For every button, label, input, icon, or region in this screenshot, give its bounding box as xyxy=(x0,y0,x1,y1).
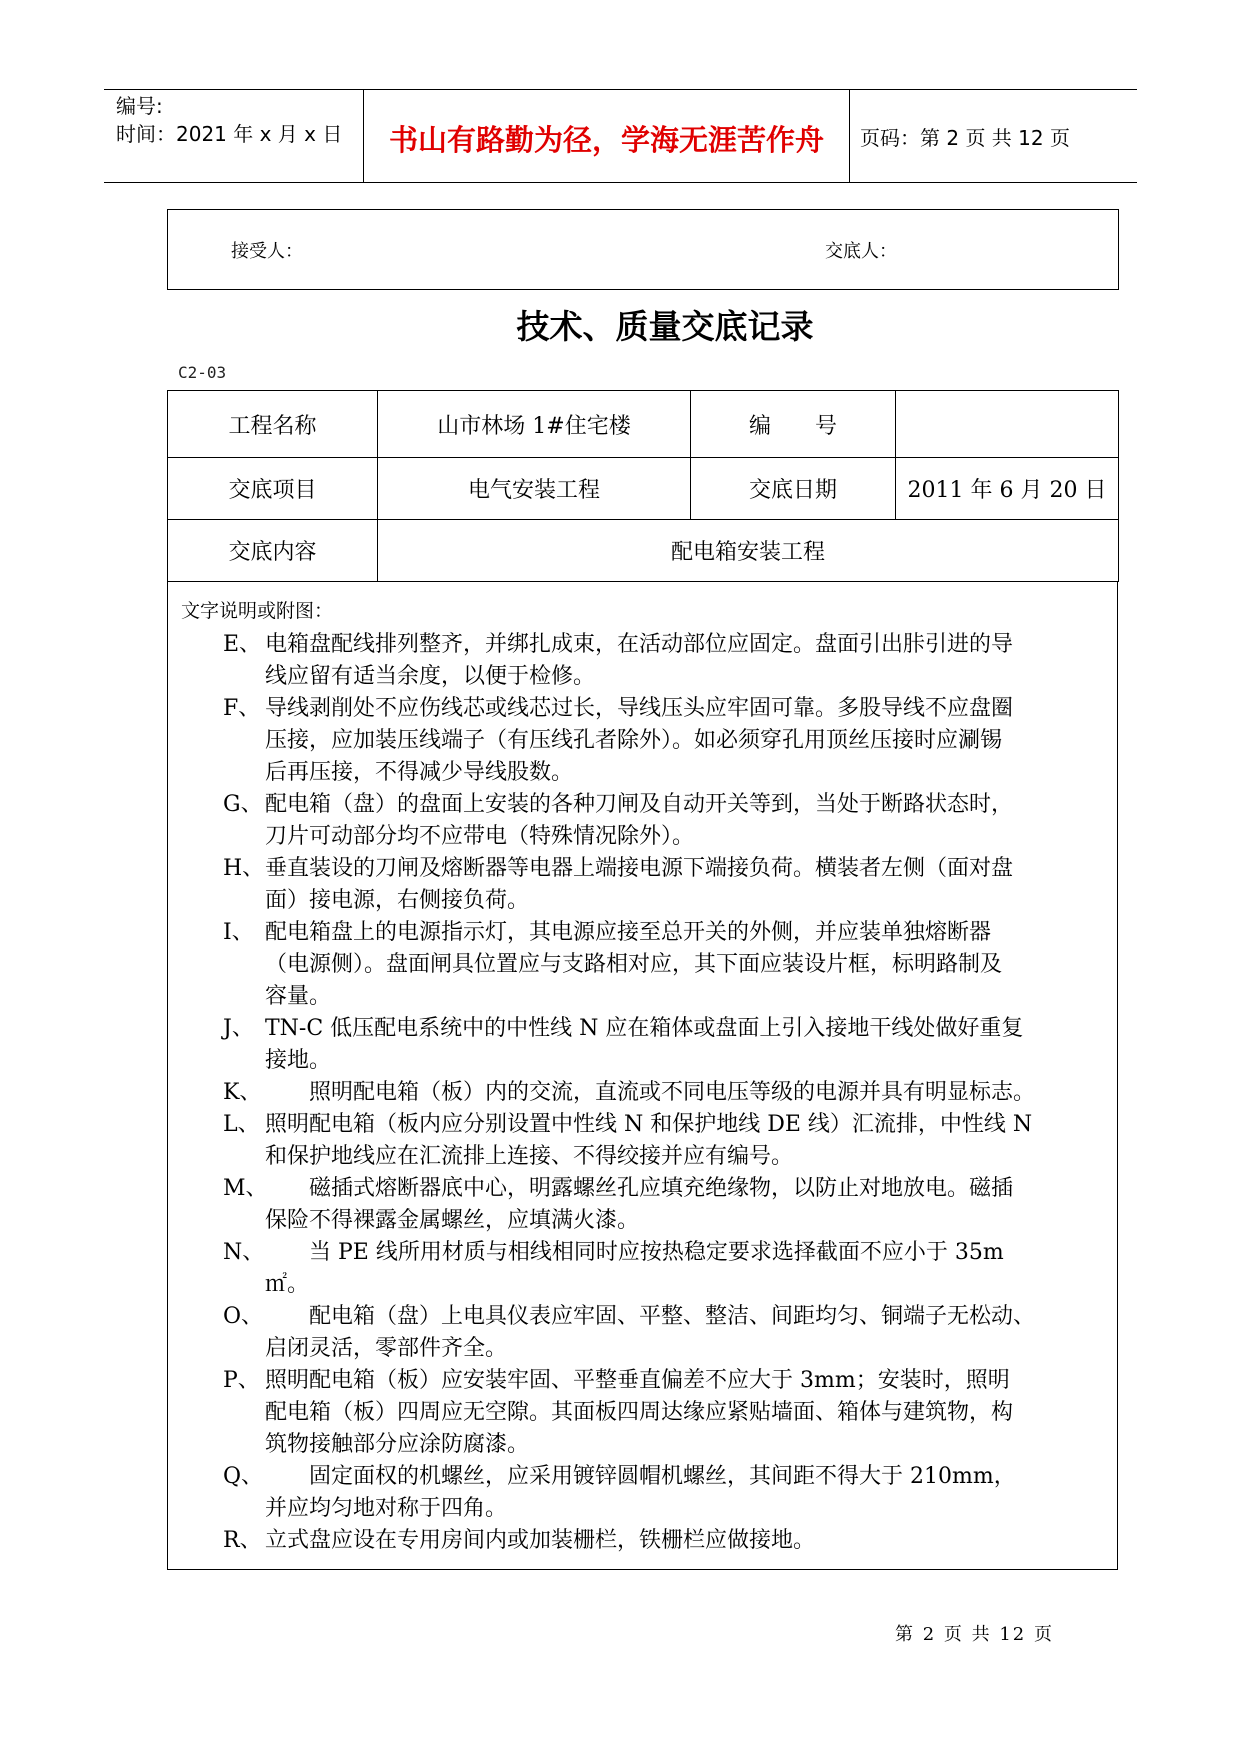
page-footer: 第 2 页 共 12 页 xyxy=(895,1624,1054,1645)
item-text: 磁插式熔断器底中心，明露螺丝孔应填充绝缘物，以防止对地放电。磁插 xyxy=(265,1176,1014,1201)
item-continuation: 面）接电源，右侧接负荷。 xyxy=(265,888,530,913)
item-text: 导线剥削处不应伤线芯或线芯过长，导线压头应牢固可靠。多股导线不应盘圈 xyxy=(265,696,1014,721)
number-value-cell xyxy=(896,391,1119,458)
item-label: P、 xyxy=(223,1368,260,1393)
item-continuation: 容量。 xyxy=(265,984,332,1009)
item-label: L、 xyxy=(223,1112,260,1137)
list-item xyxy=(223,1461,1103,1525)
list-item xyxy=(223,917,1103,1013)
list-item xyxy=(223,1013,1103,1077)
document-title: 技术、质量交底记录 xyxy=(516,307,814,346)
list-item xyxy=(223,1525,1103,1557)
form-code: C2-03 xyxy=(178,363,227,382)
date-label: 交底日期 xyxy=(691,458,896,520)
table-row xyxy=(168,520,1119,582)
table-row xyxy=(168,391,1119,458)
time-label: 时间：2021 年 x 月 x 日 xyxy=(116,122,343,146)
item-text: 当 PE 线所用材质与相线相同时应按热稳定要求选择截面不应小于 35m xyxy=(265,1240,1004,1265)
presenter-label: 交底人： xyxy=(825,241,897,262)
content-value: 配电箱安装工程 xyxy=(378,520,1119,582)
item-continuation: 接地。 xyxy=(265,1048,332,1073)
item-label: K、 xyxy=(223,1080,262,1105)
date-value: 2011 年 6 月 20 日 xyxy=(896,458,1119,520)
list-item xyxy=(223,1301,1103,1365)
item-label: Q、 xyxy=(223,1464,264,1489)
page-header xyxy=(104,89,1137,183)
item-continuation: 线应留有适当余度，以便于检修。 xyxy=(265,664,596,689)
item-label: R、 xyxy=(223,1528,262,1553)
item-text: TN-C 低压配电系统中的中性线 N 应在箱体或盘面上引入接地干线处做好重复 xyxy=(265,1016,1024,1041)
item-value: 电气安装工程 xyxy=(378,458,691,520)
item-text: 电箱盘配线排列整齐，并绑扎成束，在活动部位应固定。盘面引出胩引进的导 xyxy=(265,632,1014,657)
list-item xyxy=(223,853,1103,917)
item-continuation: 和保护地线应在汇流排上连接、不得绞接并应有编号。 xyxy=(265,1144,794,1169)
number-label: 编号: xyxy=(116,94,163,118)
item-text: 照明配电箱（板）应安装牢固、平整垂直偏差不应大于 3mm；安装时，照明 xyxy=(265,1368,1010,1393)
signature-box xyxy=(167,209,1119,290)
item-text: 固定面权的机螺丝，应采用镀锌圆帽机螺丝，其间距不得大于 210mm， xyxy=(265,1464,1016,1489)
info-table xyxy=(167,390,1119,582)
item-continuation: 并应均匀地对称于四角。 xyxy=(265,1496,508,1521)
item-text: 照明配电箱（板内应分别设置中性线 N 和保护地线 DE 线）汇流排，中性线 N xyxy=(265,1112,1033,1137)
content-intro: 文字说明或附图： xyxy=(181,600,334,622)
item-label: O、 xyxy=(223,1304,264,1329)
list-item xyxy=(223,1365,1103,1461)
item-label: E、 xyxy=(223,632,262,657)
item-label: J、 xyxy=(223,1016,254,1041)
table-row xyxy=(168,458,1119,520)
item-label: 交底项目 xyxy=(168,458,378,520)
content-label: 交底内容 xyxy=(168,520,378,582)
item-text: 立式盘应设在专用房间内或加装栅栏，铁栅栏应做接地。 xyxy=(265,1528,816,1553)
header-motto: 书山有路勤为径，学海无涯苦作舟 xyxy=(388,123,824,157)
item-text: 垂直装设的刀闸及熔断器等电器上端接电源下端接负荷。横装者左侧（面对盘 xyxy=(265,856,1014,881)
item-text: 配电箱（盘）上电具仪表应牢固、平整、整洁、间距均匀、铜端子无松动、 xyxy=(265,1304,1036,1329)
project-name-value: 山市林场 1#住宅楼 xyxy=(378,391,691,458)
list-item xyxy=(223,1109,1103,1173)
item-label: F、 xyxy=(223,696,261,721)
item-continuation: 筑物接触部分应涂防腐漆。 xyxy=(265,1432,530,1457)
list-item xyxy=(223,693,1103,789)
project-name-label: 工程名称 xyxy=(168,391,378,458)
header-divider xyxy=(849,90,850,182)
item-continuation: 刀片可动部分均不应带电（特殊情况除外）。 xyxy=(265,824,695,849)
list-item xyxy=(223,629,1103,693)
number-label-cell: 编 号 xyxy=(691,391,896,458)
item-label: M、 xyxy=(223,1176,268,1201)
item-continuation: 保险不得裸露金属螺丝，应填满火漆。 xyxy=(265,1208,640,1233)
item-text: 配电箱（盘）的盘面上安装的各种刀闸及自动开关等到，当处于断路状态时， xyxy=(265,792,1014,817)
list-item xyxy=(223,1237,1103,1301)
item-label: N、 xyxy=(223,1240,265,1265)
header-page-number: 页码：第 2 页 共 12 页 xyxy=(860,126,1070,150)
item-continuation: 配电箱（板）四周应无空隙。其面板四周达缘应紧贴墙面、箱体与建筑物，构 xyxy=(265,1400,1014,1425)
receiver-label: 接受人： xyxy=(231,241,303,262)
item-continuation: 启闭灵活，零部件齐全。 xyxy=(265,1336,508,1361)
item-continuation: 压接，应加装压线端子（有压线孔者除外）。如必须穿孔用顶丝压接时应涮锡 xyxy=(265,728,1003,753)
item-label: G、 xyxy=(223,792,263,817)
list-item xyxy=(223,1077,1103,1109)
content-items xyxy=(223,629,1103,1557)
item-continuation: ㎡。 xyxy=(265,1272,310,1297)
item-continuation: 后再压接，不得减少导线股数。 xyxy=(265,760,574,785)
item-continuation: （电源侧）。盘面闸具位置应与支路相对应，其下面应装设片框，标明路制及 xyxy=(265,952,1003,977)
item-label: I、 xyxy=(223,920,254,945)
item-text: 照明配电箱（板）内的交流，直流或不同电压等级的电源并具有明显标志。 xyxy=(265,1080,1036,1105)
list-item xyxy=(223,789,1103,853)
list-item xyxy=(223,1173,1103,1237)
item-label: H、 xyxy=(223,856,265,881)
header-meta xyxy=(116,92,342,148)
content-box xyxy=(167,581,1118,1570)
item-text: 配电箱盘上的电源指示灯，其电源应接至总开关的外侧，并应装单独熔断器 xyxy=(265,920,992,945)
